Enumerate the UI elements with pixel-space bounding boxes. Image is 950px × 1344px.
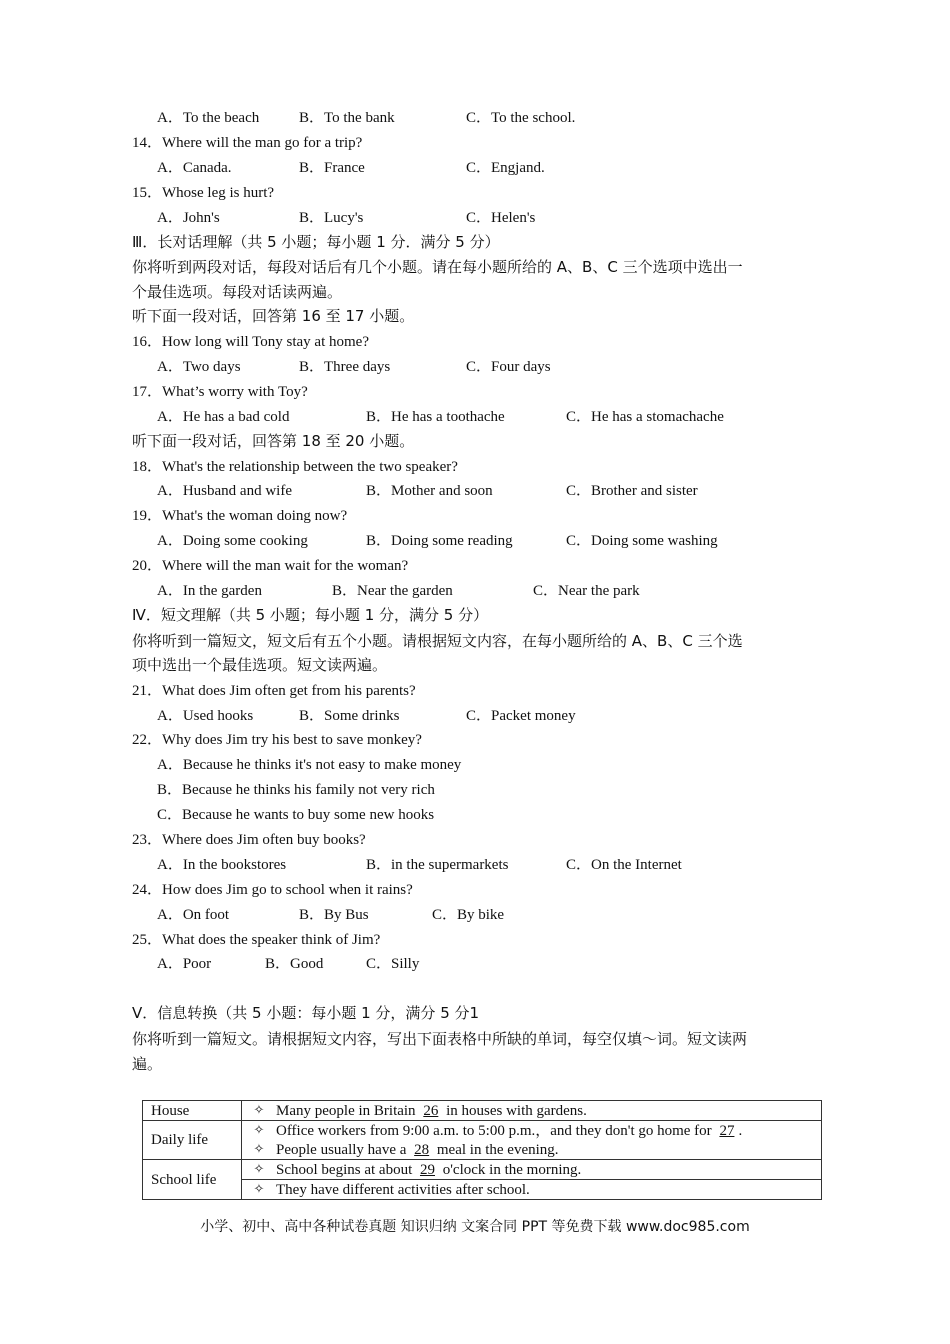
blank-29[interactable]: 29: [419, 1161, 435, 1178]
table-row: [143, 1121, 822, 1160]
q17-option-b: B．He has a toothache: [366, 409, 505, 425]
table-row: [143, 1101, 822, 1121]
q22-option-a: A．Because he thinks it's not easy to make money: [157, 757, 462, 773]
table-item: ✧ People usually have a 28 meal in the evening.: [242, 1140, 821, 1159]
section3-sub-instruction-2: 听下面一段对话，回答第 18 至 20 小题。: [132, 432, 415, 450]
diamond-icon: ✧: [253, 1181, 265, 1197]
q21-option-c: C．Packet money: [466, 708, 576, 724]
q24-option-a: A．On foot: [157, 907, 230, 923]
q15-option-a: A．John's: [157, 210, 220, 226]
q18-option-a: A．Husband and wife: [157, 483, 292, 499]
diamond-icon: ✧: [253, 1122, 265, 1138]
blank-28[interactable]: 28: [414, 1141, 430, 1158]
q14-option-a: A．Canada.: [157, 160, 232, 176]
section3-heading: Ⅲ．长对话理解（共 5 小题；每小题 1 分．满分 5 分）: [132, 233, 500, 251]
q15-option-c: C．Helen's: [466, 210, 536, 226]
q17-stem: 17．What’s worry with Toy?: [132, 384, 308, 400]
row-label-daily-life: Daily life: [143, 1121, 242, 1160]
section4-instruction-line1: 你将听到一篇短文，短文后有五个小题。请根据短文内容，在每小题所给的 A、B、C 三个选: [132, 632, 743, 650]
q18-stem: 18．What's the relationship between the two speaker?: [132, 459, 458, 475]
q24-option-b: B．By Bus: [299, 907, 369, 923]
q23-option-c: C．On the Internet: [566, 857, 682, 873]
table-item: ✧ They have different activities after school.: [242, 1179, 821, 1199]
q16-option-a: A．Two days: [157, 359, 241, 375]
section5-instruction-line1: 你将听到一篇短文。请根据短文内容，写出下面表格中所缺的单词，每空仅填～词。短文读两: [132, 1030, 748, 1048]
section3-instruction-line2: 个最佳选项。每段对话读两遍。: [132, 283, 343, 301]
q23-stem: 23．Where does Jim often buy books?: [132, 832, 366, 848]
blank-27[interactable]: 27: [719, 1122, 735, 1139]
section3-sub-instruction-1: 听下面一段对话，回答第 16 至 17 小题。: [132, 307, 415, 325]
q21-option-a: A．Used hooks: [157, 708, 254, 724]
section3-instruction-line1: 你将听到两段对话，每段对话后有几个小题。请在每小题所给的 A、B、C 三个选项中选出一: [132, 258, 743, 276]
q18-option-b: B．Mother and soon: [366, 483, 493, 499]
q13-option-b: B．To the bank: [299, 110, 395, 126]
q17-option-c: C．He has a stomachache: [566, 409, 724, 425]
q22-option-c: C．Because he wants to buy some new hooks: [157, 807, 435, 823]
footer-text: 小学、初中、高中各种试卷真题 知识归纳 文案合同 PPT 等免费下载 www.doc985.com: [200, 1219, 750, 1235]
row-label-house: House: [143, 1101, 242, 1121]
q25-option-a: A．Poor: [157, 956, 212, 972]
q19-option-c: C．Doing some washing: [566, 533, 718, 549]
q21-stem: 21．What does Jim often get from his parents?: [132, 683, 416, 699]
q14-option-c: C．Engjand.: [466, 160, 545, 176]
q22-option-b: B．Because he thinks his family not very rich: [157, 782, 435, 798]
blank-26[interactable]: 26: [423, 1102, 439, 1119]
q17-option-a: A．He has a bad cold: [157, 409, 290, 425]
q24-option-c: C．By bike: [432, 907, 505, 923]
diamond-icon: ✧: [253, 1102, 265, 1118]
q23-option-a: A．In the bookstores: [157, 857, 287, 873]
q16-option-b: B．Three days: [299, 359, 391, 375]
q14-stem: 14．Where will the man go for a trip?: [132, 135, 363, 151]
table-item: ✧ School begins at about 29 o'clock in the morning.: [242, 1160, 821, 1179]
q16-option-c: C．Four days: [466, 359, 551, 375]
q19-option-a: A．Doing some cooking: [157, 533, 308, 549]
q16-stem: 16．How long will Tony stay at home?: [132, 334, 369, 350]
q14-option-b: B．France: [299, 160, 365, 176]
section5-heading: Ⅴ．信息转换（共 5 小题：每小题 1 分，满分 5 分1: [132, 1004, 480, 1022]
q24-stem: 24．How does Jim go to school when it rains?: [132, 882, 413, 898]
q19-option-b: B．Doing some reading: [366, 533, 513, 549]
q15-option-b: B．Lucy's: [299, 210, 364, 226]
diamond-icon: ✧: [253, 1161, 265, 1177]
q20-option-a: A．In the garden: [157, 583, 262, 599]
q23-option-b: B．in the supermarkets: [366, 857, 509, 873]
table-item: ✧ Office workers from 9:00 a.m. to 5:00 p.m.，and they don't go home for 27 .: [242, 1121, 821, 1140]
table-row: [143, 1160, 822, 1200]
q20-option-c: C．Near the park: [533, 583, 640, 599]
q15-stem: 15．Whose leg is hurt?: [132, 185, 275, 201]
table-item: ✧ Many people in Britain 26 in houses with gardens.: [242, 1101, 821, 1120]
q20-option-b: B．Near the garden: [332, 583, 453, 599]
q18-option-c: C．Brother and sister: [566, 483, 698, 499]
section4-heading: Ⅳ．短文理解（共 5 小题；每小题 1 分，满分 5 分）: [132, 606, 489, 624]
q25-stem: 25．What does the speaker think of Jim?: [132, 932, 381, 948]
q20-stem: 20．Where will the man wait for the woman?: [132, 558, 409, 574]
q21-option-b: B．Some drinks: [299, 708, 400, 724]
q25-option-c: C．Silly: [366, 956, 420, 972]
q13-option-a: A．To the beach: [157, 110, 260, 126]
info-transfer-table: [142, 1100, 822, 1200]
q13-option-c: C．To the school.: [466, 110, 576, 126]
section4-instruction-line2: 项中选出一个最佳选项。短文读两遍。: [132, 656, 388, 674]
row-label-school-life: School life: [143, 1160, 242, 1200]
q19-stem: 19．What's the woman doing now?: [132, 508, 348, 524]
q22-stem: 22．Why does Jim try his best to save monkey?: [132, 732, 422, 748]
diamond-icon: ✧: [253, 1141, 265, 1157]
q25-option-b: B．Good: [265, 956, 324, 972]
section5-instruction-line2: 遍。: [132, 1055, 163, 1073]
